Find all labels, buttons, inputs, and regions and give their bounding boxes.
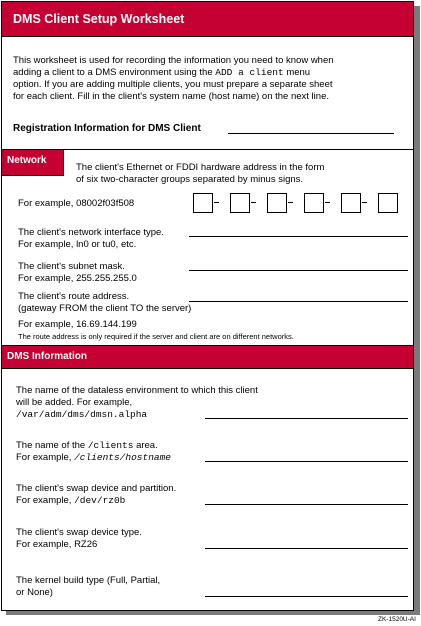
network-tab-label: Network: [7, 155, 47, 166]
kernel-build-field[interactable]: [205, 596, 408, 597]
clients-text: area.: [133, 440, 158, 451]
iface-line-1: The client's network interface type.: [18, 227, 164, 238]
separator-dash: [251, 202, 256, 203]
route-line-1: The client's route address.: [18, 291, 130, 302]
clients-line-1: [16, 440, 158, 452]
environment-field[interactable]: [205, 418, 408, 419]
swap-code: /dev/rz0b: [74, 495, 126, 506]
swap-device-field[interactable]: [205, 504, 408, 505]
hw-address-example: For example, 08002f03f508: [18, 198, 135, 209]
clients-text: The name of the: [16, 440, 88, 451]
route-line-2: (gateway FROM the client TO the server): [18, 303, 192, 314]
clients-code: /clients: [87, 440, 134, 451]
network-desc-2: of six two-character groups separated by minus signs.: [76, 174, 304, 185]
swaptype-line-2: For example, RZ26: [16, 539, 98, 550]
hw-address-field-4[interactable]: [304, 193, 324, 213]
env-line-2: will be added. For example,: [16, 397, 133, 408]
swap-line-2: [16, 495, 125, 507]
swap-type-field[interactable]: [205, 548, 408, 549]
kernel-line-2: or None): [16, 587, 53, 598]
frame-shadow-bottom: [6, 611, 420, 615]
clients-text: For example,: [16, 452, 75, 463]
kernel-line-1: The kernel build type (Full, Partial,: [16, 575, 161, 586]
hw-address-field-5[interactable]: [341, 193, 361, 213]
intro-text: adding a client to a DMS environment using the: [13, 67, 216, 78]
env-line-1: The name of the dataless environment to which this client: [16, 385, 258, 396]
subnet-line-2: For example, 255.255.255.0: [18, 273, 137, 284]
network-tab: [1, 149, 64, 176]
hw-address-field-3[interactable]: [267, 193, 287, 213]
clients-area-field[interactable]: [205, 461, 408, 462]
intro-code: ADD a client: [215, 67, 284, 78]
swap-line-1: The client's swap device and partition.: [16, 483, 177, 494]
hw-address-field-6[interactable]: [378, 193, 398, 213]
dms-information-tab: [1, 345, 414, 369]
iface-field[interactable]: [189, 236, 408, 237]
page-title: DMS Client Setup Worksheet: [13, 12, 185, 26]
figure-code: ZK-1520U-AI: [378, 616, 416, 623]
hostname-field[interactable]: [228, 133, 394, 134]
registration-label: Registration Information for DMS Client: [13, 123, 201, 134]
env-line-3: /var/adm/dms/dmsn.alpha: [16, 409, 148, 420]
swaptype-line-1: The client's swap device type.: [16, 527, 142, 538]
network-desc-1: The client's Ethernet or FDDI hardware address in the form: [76, 162, 325, 173]
dms-tab-label: DMS Information: [7, 351, 87, 362]
route-line-3: For example, 16.69.144.199: [18, 319, 137, 330]
subnet-line-1: The client's subnet mask.: [18, 261, 125, 272]
frame-shadow-right: [414, 6, 420, 615]
intro-line-4: for each client. Fill in the client's system name (host name) on the next line.: [13, 91, 329, 102]
route-note: The route address is only required if the server and client are on different networks.: [18, 332, 294, 341]
intro-line-2: [13, 67, 310, 79]
separator-dash: [288, 202, 293, 203]
hw-address-field-2[interactable]: [230, 193, 250, 213]
separator-dash: [362, 202, 367, 203]
hw-address-field-1[interactable]: [193, 193, 213, 213]
separator-dash: [214, 202, 219, 203]
separator-dash: [325, 202, 330, 203]
iface-line-2: For example, ln0 or tu0, etc.: [18, 239, 137, 250]
intro-line-1: This worksheet is used for recording the information you need to know when: [13, 55, 334, 66]
clients-line-2: [16, 452, 171, 464]
intro-line-3: option. If you are adding multiple clients, you must prepare a separate sheet: [13, 79, 333, 90]
intro-text: menu: [283, 67, 311, 78]
title-bar: [1, 1, 414, 37]
swap-text: For example,: [16, 495, 75, 506]
subnet-field[interactable]: [189, 270, 408, 271]
route-field[interactable]: [189, 301, 408, 302]
clients-code: /clients/hostname: [74, 452, 171, 463]
